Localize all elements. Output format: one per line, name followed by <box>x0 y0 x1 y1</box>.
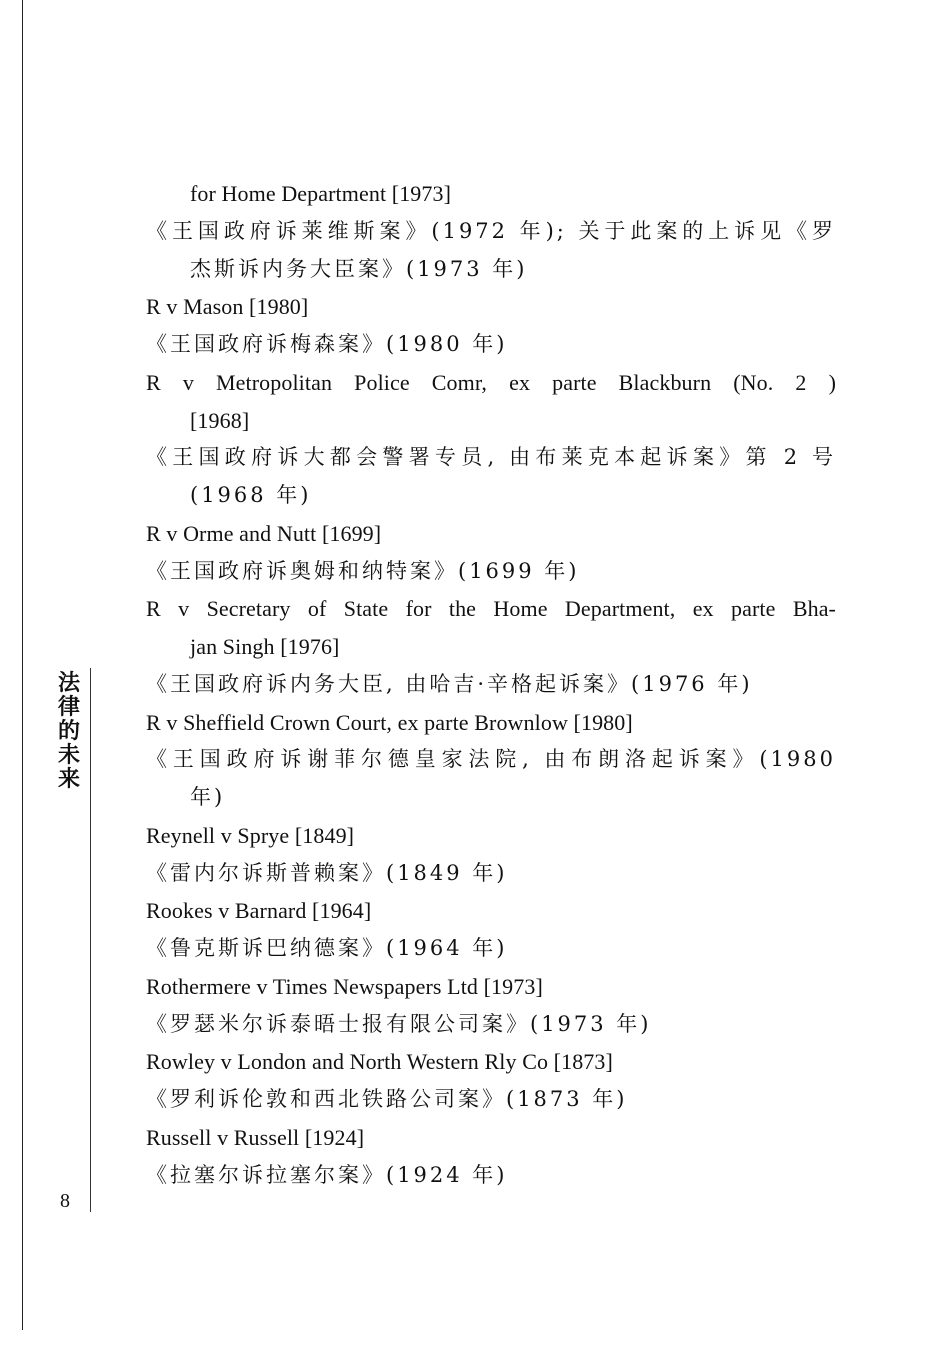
case-entry <box>146 817 836 855</box>
case-entry <box>146 364 836 440</box>
case-name-english: R v Orme and Nutt [1699] <box>146 520 382 546</box>
case-name-chinese: 杰斯诉内务大臣案》(1973 年) <box>190 256 528 281</box>
case-name-english: Rowley v London and North Western Rly Co [1873] <box>146 1049 613 1075</box>
case-name-chinese: 《王国政府诉奥姆和纳特案》(1699 年) <box>146 558 580 583</box>
case-name-english: [1968] <box>190 407 250 433</box>
case-entry <box>146 930 836 968</box>
case-entry <box>146 1119 836 1157</box>
case-name-chinese: (1968 年) <box>190 483 312 507</box>
case-name-chinese: 《罗瑟米尔诉泰晤士报有限公司案》(1973 年) <box>146 1011 652 1036</box>
case-entry <box>146 326 836 364</box>
running-book-title: 法律的未来 <box>57 671 80 792</box>
page-edge-rule <box>22 0 23 1330</box>
case-name-chinese: 《王国政府诉大都会警署专员, 由布莱克本起诉案》第 2 号 <box>146 445 836 470</box>
case-name-english: Rookes v Barnard [1964] <box>146 898 372 924</box>
case-entry <box>146 175 836 213</box>
case-name-chinese: 《王国政府诉莱维斯案》(1972 年); 关于此案的上诉见《罗 <box>146 218 836 243</box>
case-entry <box>146 590 836 666</box>
case-entry <box>146 741 836 817</box>
case-name-chinese: 年) <box>190 785 226 809</box>
case-name-english: R v Mason [1980] <box>146 294 309 320</box>
case-entry <box>146 855 836 893</box>
case-entry <box>146 439 836 515</box>
case-name-chinese: 《鲁克斯诉巴纳德案》(1964 年) <box>146 936 508 960</box>
case-name-chinese: 《雷内尔诉斯普赖案》(1849 年) <box>146 860 508 885</box>
case-entry <box>146 213 836 289</box>
page-number: 8 <box>60 1190 70 1212</box>
case-name-english: Rothermere v Times Newspapers Ltd [1973] <box>146 973 543 999</box>
case-entry <box>146 704 836 742</box>
case-entry <box>146 515 836 553</box>
case-entry <box>146 1006 836 1044</box>
case-name-english: R v Secretary of State for the Home Department, ex parte Bha- <box>146 596 836 622</box>
case-name-english: Reynell v Sprye [1849] <box>146 822 355 848</box>
case-name-chinese: 《罗利诉伦敦和西北铁路公司案》(1873 年) <box>146 1087 628 1111</box>
case-name-english: jan Singh [1976] <box>190 634 340 659</box>
case-table-list <box>146 175 836 1194</box>
case-name-english: for Home Department [1973] <box>190 181 452 206</box>
case-name-chinese: 《王国政府诉谢菲尔德皇家法院, 由布朗洛起诉案》(1980 <box>146 747 836 772</box>
case-name-chinese: 《王国政府诉梅森案》(1980 年) <box>146 332 508 356</box>
case-name-chinese: 《拉塞尔诉拉塞尔案》(1924 年) <box>146 1162 508 1187</box>
case-name-english: Russell v Russell [1924] <box>146 1124 365 1150</box>
case-entry <box>146 1043 836 1081</box>
case-entry <box>146 288 836 326</box>
case-name-chinese: 《王国政府诉内务大臣, 由哈吉·辛格起诉案》(1976 年) <box>146 671 753 696</box>
margin-rule <box>90 668 91 1212</box>
case-entry <box>146 1157 836 1195</box>
case-entry <box>146 553 836 591</box>
case-name-english: R v Sheffield Crown Court, ex parte Brownlow [1980] <box>146 709 633 735</box>
case-entry <box>146 666 836 704</box>
case-entry <box>146 892 836 930</box>
case-entry <box>146 1081 836 1119</box>
case-entry <box>146 968 836 1006</box>
case-name-english: R v Metropolitan Police Comr, ex parte Blackburn (No. 2 ) <box>146 369 836 395</box>
